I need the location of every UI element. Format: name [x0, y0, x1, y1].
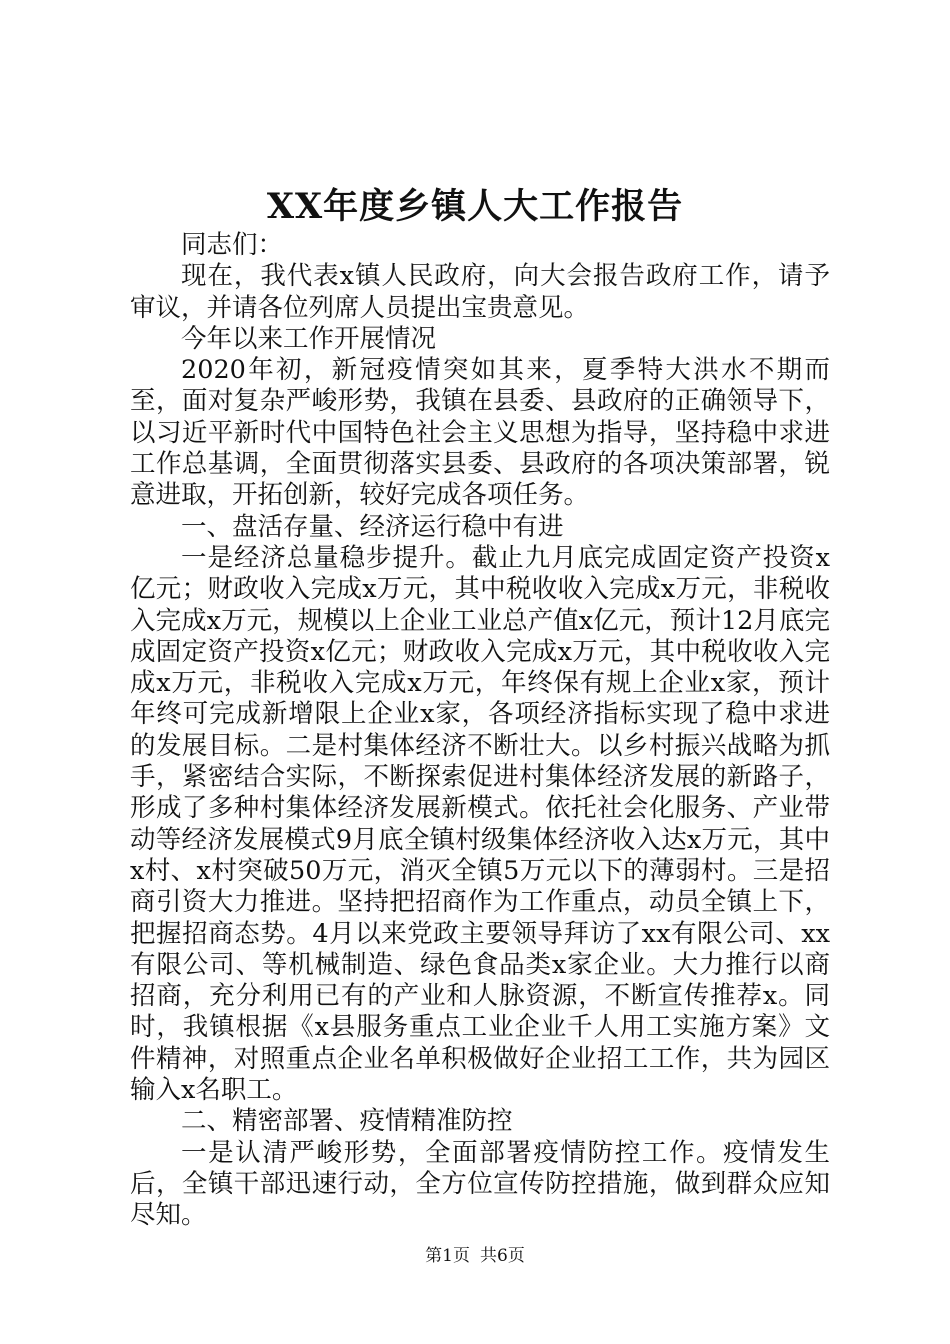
- overview-paragraph: 2020年初，新冠疫情突如其来，夏季特大洪水不期而至，面对复杂严峻形势，我镇在县委、县政府的正确领导下，以习近平新时代中国特色社会主义思想为指导，坚持稳中求进工作总基调，全面贯彻落实县委、县政府的各项决策部署，锐意进取，开拓创新，较好完成各项任务。: [130, 355, 830, 511]
- epidemic-paragraph: 一是认清严峻形势，全面部署疫情防控工作。疫情发生后，全镇干部迅速行动，全方位宣传防控措施，做到群众应知尽知。: [130, 1137, 830, 1231]
- greeting-paragraph: 同志们：: [181, 230, 284, 260]
- section-heading: 一、盘活存量、经济运行稳中有进: [181, 511, 564, 542]
- section-heading: 二、精密部署、疫情精准防控: [181, 1106, 513, 1137]
- page-footer: [0, 1245, 950, 1267]
- page-number: 第1页: [425, 1246, 470, 1266]
- intro-paragraph: 现在，我代表x镇人民政府，向大会报告政府工作，请予审议，并请各位列席人员提出宝贵意见。: [130, 261, 830, 323]
- section-heading: 今年以来工作开展情况: [181, 323, 437, 354]
- document-title: XX年度乡镇人大工作报告: [266, 186, 684, 227]
- economy-paragraph: 一是经济总量稳步提升。截止九月底完成固定资产投资x亿元；财政收入完成x万元，其中税收收入完成x万元，非税收入完成x万元，规模以上企业工业总产值x亿元，预计12月底完成固定资产投资x亿元；财政收入完成x万元，其中税收收入完成x万元，非税收入完成x万元，年终保有规上企业x家，预计年终可完成新增限上企业x家，各项经济指标实现了稳中求进的发展目标。二是村集体经济不断壮大。以乡村振兴战略为抓手，紧密结合实际，不断探索促进村集体经济发展的新路子，形成了多种村集体经济发展新模式。依托社会化服务、产业带动等经济发展模式9月底全镇村级集体经济收入达x万元，其中x村、x村突破50万元，消灭全镇5万元以下的薄弱村。三是招商引资大力推进。坚持把招商作为工作重点，动员全镇上下，把握招商态势。4月以来党政主要领导拜访了xx有限公司、xx有限公司、等机械制造、绿色食品类x家企业。大力推行以商招商，充分利用已有的产业和人脉资源，不断宣传推荐x。同时，我镇根据《x县服务重点工业企业千人用工实施方案》文件精神，对照重点企业名单积极做好企业招工工作，共为园区输入x名职工。: [130, 542, 830, 1106]
- document-body: [130, 230, 830, 1232]
- page-total: 共6页: [480, 1246, 525, 1266]
